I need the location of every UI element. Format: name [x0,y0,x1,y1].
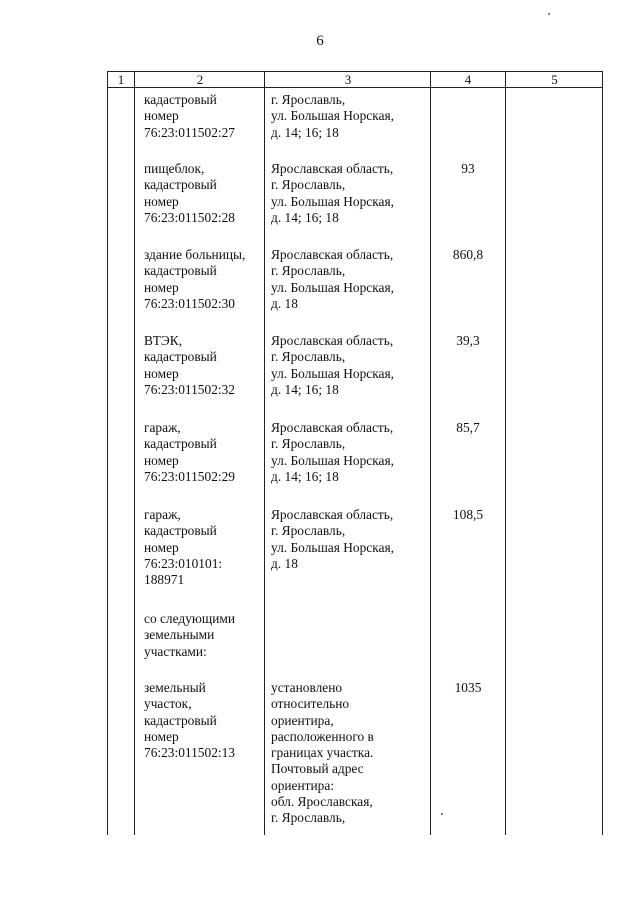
column-header-2: 2 [196,72,204,87]
object-name: гараж, кадастровый номер 76:23:010101: 188971 [144,507,223,588]
object-address: Ярославская область, г. Ярославль, ул. Большая Норская, д. 14; 16; 18 [271,420,394,484]
object-address: Ярославская область, г. Ярославль, ул. Большая Норская, д. 18 [271,507,394,571]
column-divider [430,71,431,835]
object-address: Ярославская область, г. Ярославль, ул. Большая Норская, д. 18 [271,247,394,311]
page-number: 6 [316,33,324,49]
object-name: кадастровый номер 76:23:011502:27 [144,92,236,140]
object-name: пищеблок, кадастровый номер 76:23:011502:28 [144,161,236,225]
object-area: 39,3 [456,333,480,348]
object-address: Ярославская область, г. Ярославль, ул. Большая Норская, д. 14; 16; 18 [271,333,394,397]
object-name: земельный участок, кадастровый номер 76:23:011502:13 [144,680,236,761]
object-area: 93 [461,161,475,176]
column-header-1: 1 [117,72,125,87]
column-header-3: 3 [344,72,352,87]
header-divider [107,87,603,88]
column-divider [264,71,265,835]
column-header-4: 4 [464,72,472,87]
object-address: г. Ярославль, ул. Большая Норская, д. 14; 16; 18 [271,92,394,140]
object-area: 85,7 [456,420,480,435]
section-heading: со следующими земельными участками: [144,611,236,659]
object-area: 108,5 [452,507,484,522]
column-divider [505,71,506,835]
object-name: ВТЭК, кадастровый номер 76:23:011502:32 [144,333,236,397]
object-area: 1035 [454,680,482,695]
column-header-5: 5 [551,72,558,87]
object-name: здание больницы, кадастровый номер 76:23:011502:30 [144,247,246,311]
scan-speck [441,813,443,815]
object-name: гараж, кадастровый номер 76:23:011502:29 [144,420,236,484]
scan-speck [548,13,550,15]
column-divider [134,71,135,835]
object-address: Ярославская область, г. Ярославль, ул. Большая Норская, д. 14; 16; 18 [271,161,394,225]
object-area: 860,8 [452,247,484,262]
object-address: установлено относительно ориентира, расположенного в границах участка. Почтовый адрес ориентира: обл. Ярославская, г. Ярославль, [271,680,374,826]
